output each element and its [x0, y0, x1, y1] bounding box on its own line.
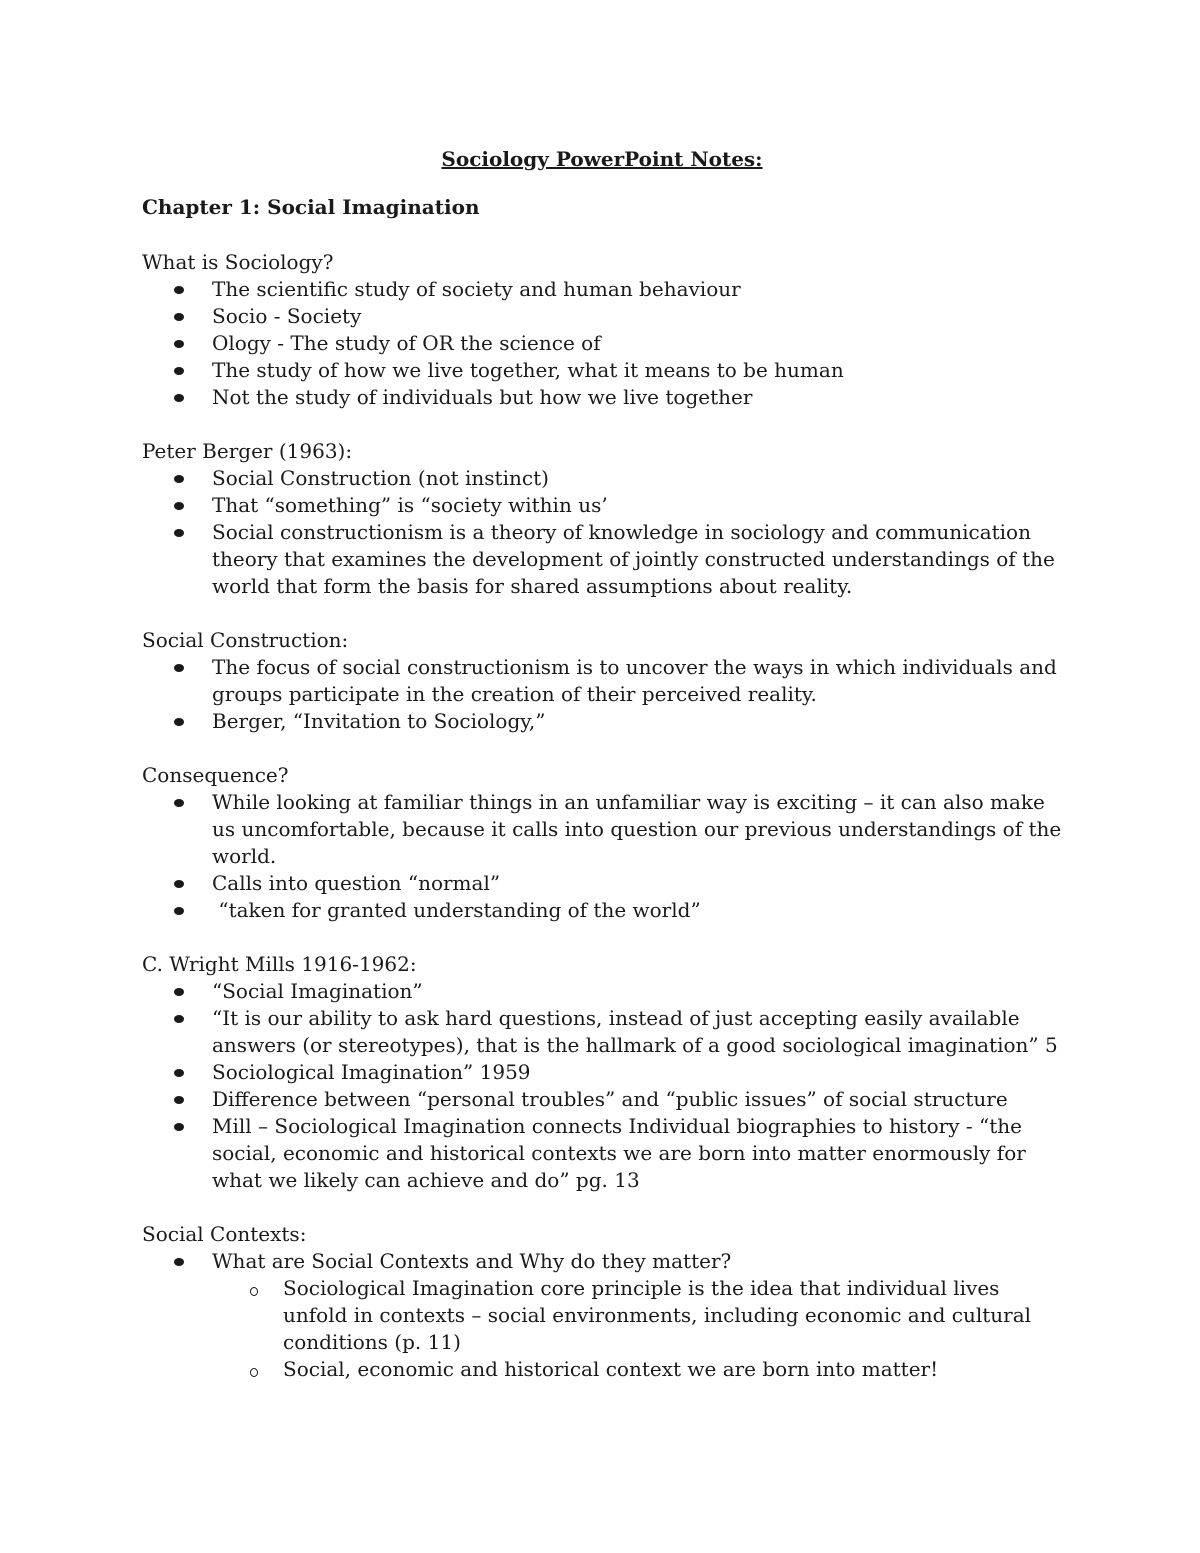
list-item-text: Calls into question “normal”: [212, 871, 501, 895]
list-item: [212, 465, 1062, 492]
sub-list-item-text: Sociological Imagination core principle is the idea that individual lives unfold in contexts – social environments, including economic and cultural conditions (p. 11): [283, 1276, 1032, 1354]
list-item-text: Ology - The study of OR the science of: [212, 331, 601, 355]
bullet-icon: [174, 1015, 184, 1023]
section-consequence: [142, 762, 1062, 924]
list-item-text: The focus of social constructionism is to uncover the ways in which individuals and groups participate in the creation of their perceived reality.: [212, 655, 1057, 706]
list-item-text: Difference between “personal troubles” and “public issues” of social structure: [212, 1087, 1008, 1111]
list-item-text: Not the study of individuals but how we live together: [212, 385, 753, 409]
bullet-list: [142, 654, 1062, 735]
bullet-icon: [174, 1069, 184, 1077]
list-item-text: What are Social Contexts and Why do they matter?: [212, 1249, 732, 1273]
list-item-text: Berger, “Invitation to Sociology,”: [212, 709, 546, 733]
section-heading: What is Sociology?: [142, 250, 334, 274]
list-item: [212, 870, 1062, 897]
chapter-heading: Chapter 1: Social Imagination: [142, 195, 480, 219]
section-c-wright-mills: [142, 951, 1062, 1194]
list-item-text: The scientific study of society and human behaviour: [212, 277, 741, 301]
list-item: [212, 1059, 1062, 1086]
bullet-icon: [174, 502, 184, 510]
list-item-text: Socio - Society: [212, 304, 362, 328]
document-title: Sociology PowerPoint Notes:: [441, 147, 763, 171]
sub-bullet-list: [212, 1275, 1062, 1383]
bullet-icon: [174, 988, 184, 996]
list-item-text: “taken for granted understanding of the world”: [212, 898, 701, 922]
circle-bullet-icon: [250, 1287, 258, 1296]
list-item-text: Social Construction (not instinct): [212, 466, 549, 490]
bullet-icon: [174, 340, 184, 348]
circle-bullet-icon: [250, 1368, 258, 1377]
list-item: [212, 1005, 1062, 1059]
list-item-text: Mill – Sociological Imagination connects Individual biographies to history - “the social, economic and historical contexts we are born into matter enormously for what we likely can achieve and do” pg. 13: [212, 1114, 1026, 1192]
bullet-list: [142, 276, 1062, 411]
list-item-text: “Social Imagination”: [212, 979, 423, 1003]
list-item: [212, 276, 1062, 303]
bullet-icon: [174, 475, 184, 483]
bullet-icon: [174, 799, 184, 807]
list-item: [212, 789, 1062, 870]
list-item: [212, 492, 1062, 519]
bullet-icon: [174, 394, 184, 402]
list-item: [212, 357, 1062, 384]
bullet-icon: [174, 664, 184, 672]
list-item: [212, 330, 1062, 357]
list-item: [212, 303, 1062, 330]
bullet-icon: [174, 286, 184, 294]
bullet-icon: [174, 313, 184, 321]
section-peter-berger: [142, 438, 1062, 600]
bullet-icon: [174, 1123, 184, 1131]
sub-list-item-text: Social, economic and historical context we are born into matter!: [283, 1357, 939, 1381]
section-heading: Social Contexts:: [142, 1222, 307, 1246]
list-item-text: The study of how we live together, what it means to be human: [212, 358, 844, 382]
section-social-construction: [142, 627, 1062, 735]
bullet-list: [142, 1248, 1062, 1383]
bullet-list: [142, 789, 1062, 924]
list-item-text: That “something” is “society within us’: [212, 493, 608, 517]
list-item: [212, 1086, 1062, 1113]
list-item-text: “It is our ability to ask hard questions, instead of just accepting easily available answers (or stereotypes), that is the hallmark of a good sociological imagination” 5: [212, 1006, 1058, 1057]
bullet-icon: [174, 529, 184, 537]
list-item: [212, 654, 1062, 708]
list-item: [212, 1248, 1062, 1383]
list-item: [212, 384, 1062, 411]
bullet-icon: [174, 1258, 184, 1266]
list-item-text: Sociological Imagination” 1959: [212, 1060, 531, 1084]
bullet-icon: [174, 1096, 184, 1104]
bullet-icon: [174, 880, 184, 888]
sub-list-item: [283, 1275, 1062, 1356]
bullet-list: [142, 978, 1062, 1194]
list-item: [212, 978, 1062, 1005]
section-heading: Social Construction:: [142, 628, 349, 652]
list-item: [212, 897, 1062, 924]
section-heading: Consequence?: [142, 763, 289, 787]
list-item: [212, 708, 1062, 735]
bullet-icon: [174, 718, 184, 726]
bullet-icon: [174, 907, 184, 915]
list-item: [212, 519, 1062, 600]
section-heading: C. Wright Mills 1916-1962:: [142, 952, 417, 976]
list-item: [212, 1113, 1062, 1194]
list-item-text: While looking at familiar things in an unfamiliar way is exciting – it can also make us uncomfortable, because it calls into question our previous understandings of the world.: [212, 790, 1062, 868]
document-page: [142, 140, 1062, 1410]
section-heading: Peter Berger (1963):: [142, 439, 353, 463]
sub-list-item: [283, 1356, 1062, 1383]
bullet-icon: [174, 367, 184, 375]
list-item-text: Social constructionism is a theory of knowledge in sociology and communication theory that examines the development of jointly constructed understandings of the world that form the basis for shared assumptions about reality.: [212, 520, 1055, 598]
bullet-list: [142, 465, 1062, 600]
section-social-contexts: [142, 1221, 1062, 1383]
section-what-is-sociology: [142, 249, 1062, 411]
